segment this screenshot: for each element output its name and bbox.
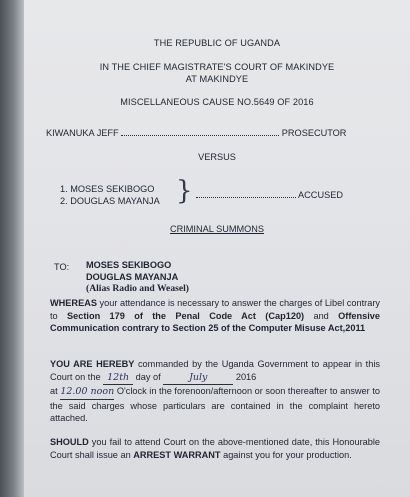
- should-lead: SHOULD: [50, 437, 89, 447]
- should-paragraph: [50, 436, 380, 461]
- to-name-2: DOUGLAS MAYANJA: [86, 272, 179, 282]
- should-text-1: you fail to attend Court on the above-mentioned date, this Honourable Court shall issue an: [50, 437, 380, 460]
- accused-dots: [196, 189, 296, 198]
- appearance-day: 12th: [103, 372, 133, 386]
- republic-heading: THE REPUBLIC OF UGANDA: [153, 38, 281, 48]
- accused-role: ACCUSED: [298, 190, 343, 200]
- hereby-text-4: O'clock in the forenoon/afternoon or soon thereafter to answer to the said charges whose particulars are contained in the complaint hereto attached.: [50, 386, 380, 424]
- summons-page: [24, 0, 410, 497]
- prosecutor-role: PROSECUTOR: [281, 128, 347, 138]
- hereby-text-2: day of: [133, 371, 164, 382]
- hereby-lead: YOU ARE HEREBY: [50, 359, 135, 369]
- hereby-text-1: commanded by the Uganda Government to appear in this Court on the: [50, 359, 380, 382]
- summons-title: CRIMINAL SUMMONS: [169, 224, 265, 234]
- whereas-lead: WHEREAS: [50, 298, 97, 308]
- accused-role-line: [196, 189, 343, 201]
- appearance-year: 2016: [235, 371, 257, 382]
- hereby-paragraph: [50, 358, 380, 425]
- accused-1: 1. MOSES SEKIBOGO: [60, 184, 155, 194]
- whereas-section-179: Section 179 of the Penal Code Act (Cap120): [67, 310, 305, 321]
- whereas-text-1: your attendance is necessary to answer the charges of Libel contrary to: [50, 298, 380, 321]
- to-alias: (Alias Radio and Weasel): [86, 283, 189, 294]
- court-heading-line1: IN THE CHIEF MAGISTRATE'S COURT OF MAKINDYE: [99, 62, 335, 72]
- accused-brace-icon: }: [176, 176, 193, 206]
- to-label: TO:: [54, 262, 70, 272]
- whereas-text-2: and: [304, 310, 339, 321]
- whereas-paragraph: [50, 297, 380, 335]
- versus-label: VERSUS: [198, 152, 236, 162]
- to-name-1: MOSES SEKIBOGO: [86, 260, 172, 270]
- should-text-2: against you for your production.: [220, 449, 352, 460]
- accused-2: 2. DOUGLAS MAYANJA: [60, 196, 160, 206]
- court-heading-line2: AT MAKINDYE: [185, 74, 249, 84]
- prosecutor-name: KIWANUKA JEFF: [46, 128, 119, 138]
- whereas-section-25: Offensive Communication contrary to Section 25 of the Computer Misuse Act,2011: [50, 310, 381, 334]
- cause-number: MISCELLANEOUS CAUSE NO.5649 OF 2016: [120, 97, 314, 107]
- appearance-time: 12.00 noon: [60, 386, 114, 400]
- prosecutor-line: [46, 127, 346, 139]
- prosecutor-dots: [121, 127, 279, 136]
- hereby-text-3: at: [50, 386, 61, 397]
- arrest-warrant: ARREST WARRANT: [133, 449, 221, 460]
- appearance-month: July: [163, 372, 233, 386]
